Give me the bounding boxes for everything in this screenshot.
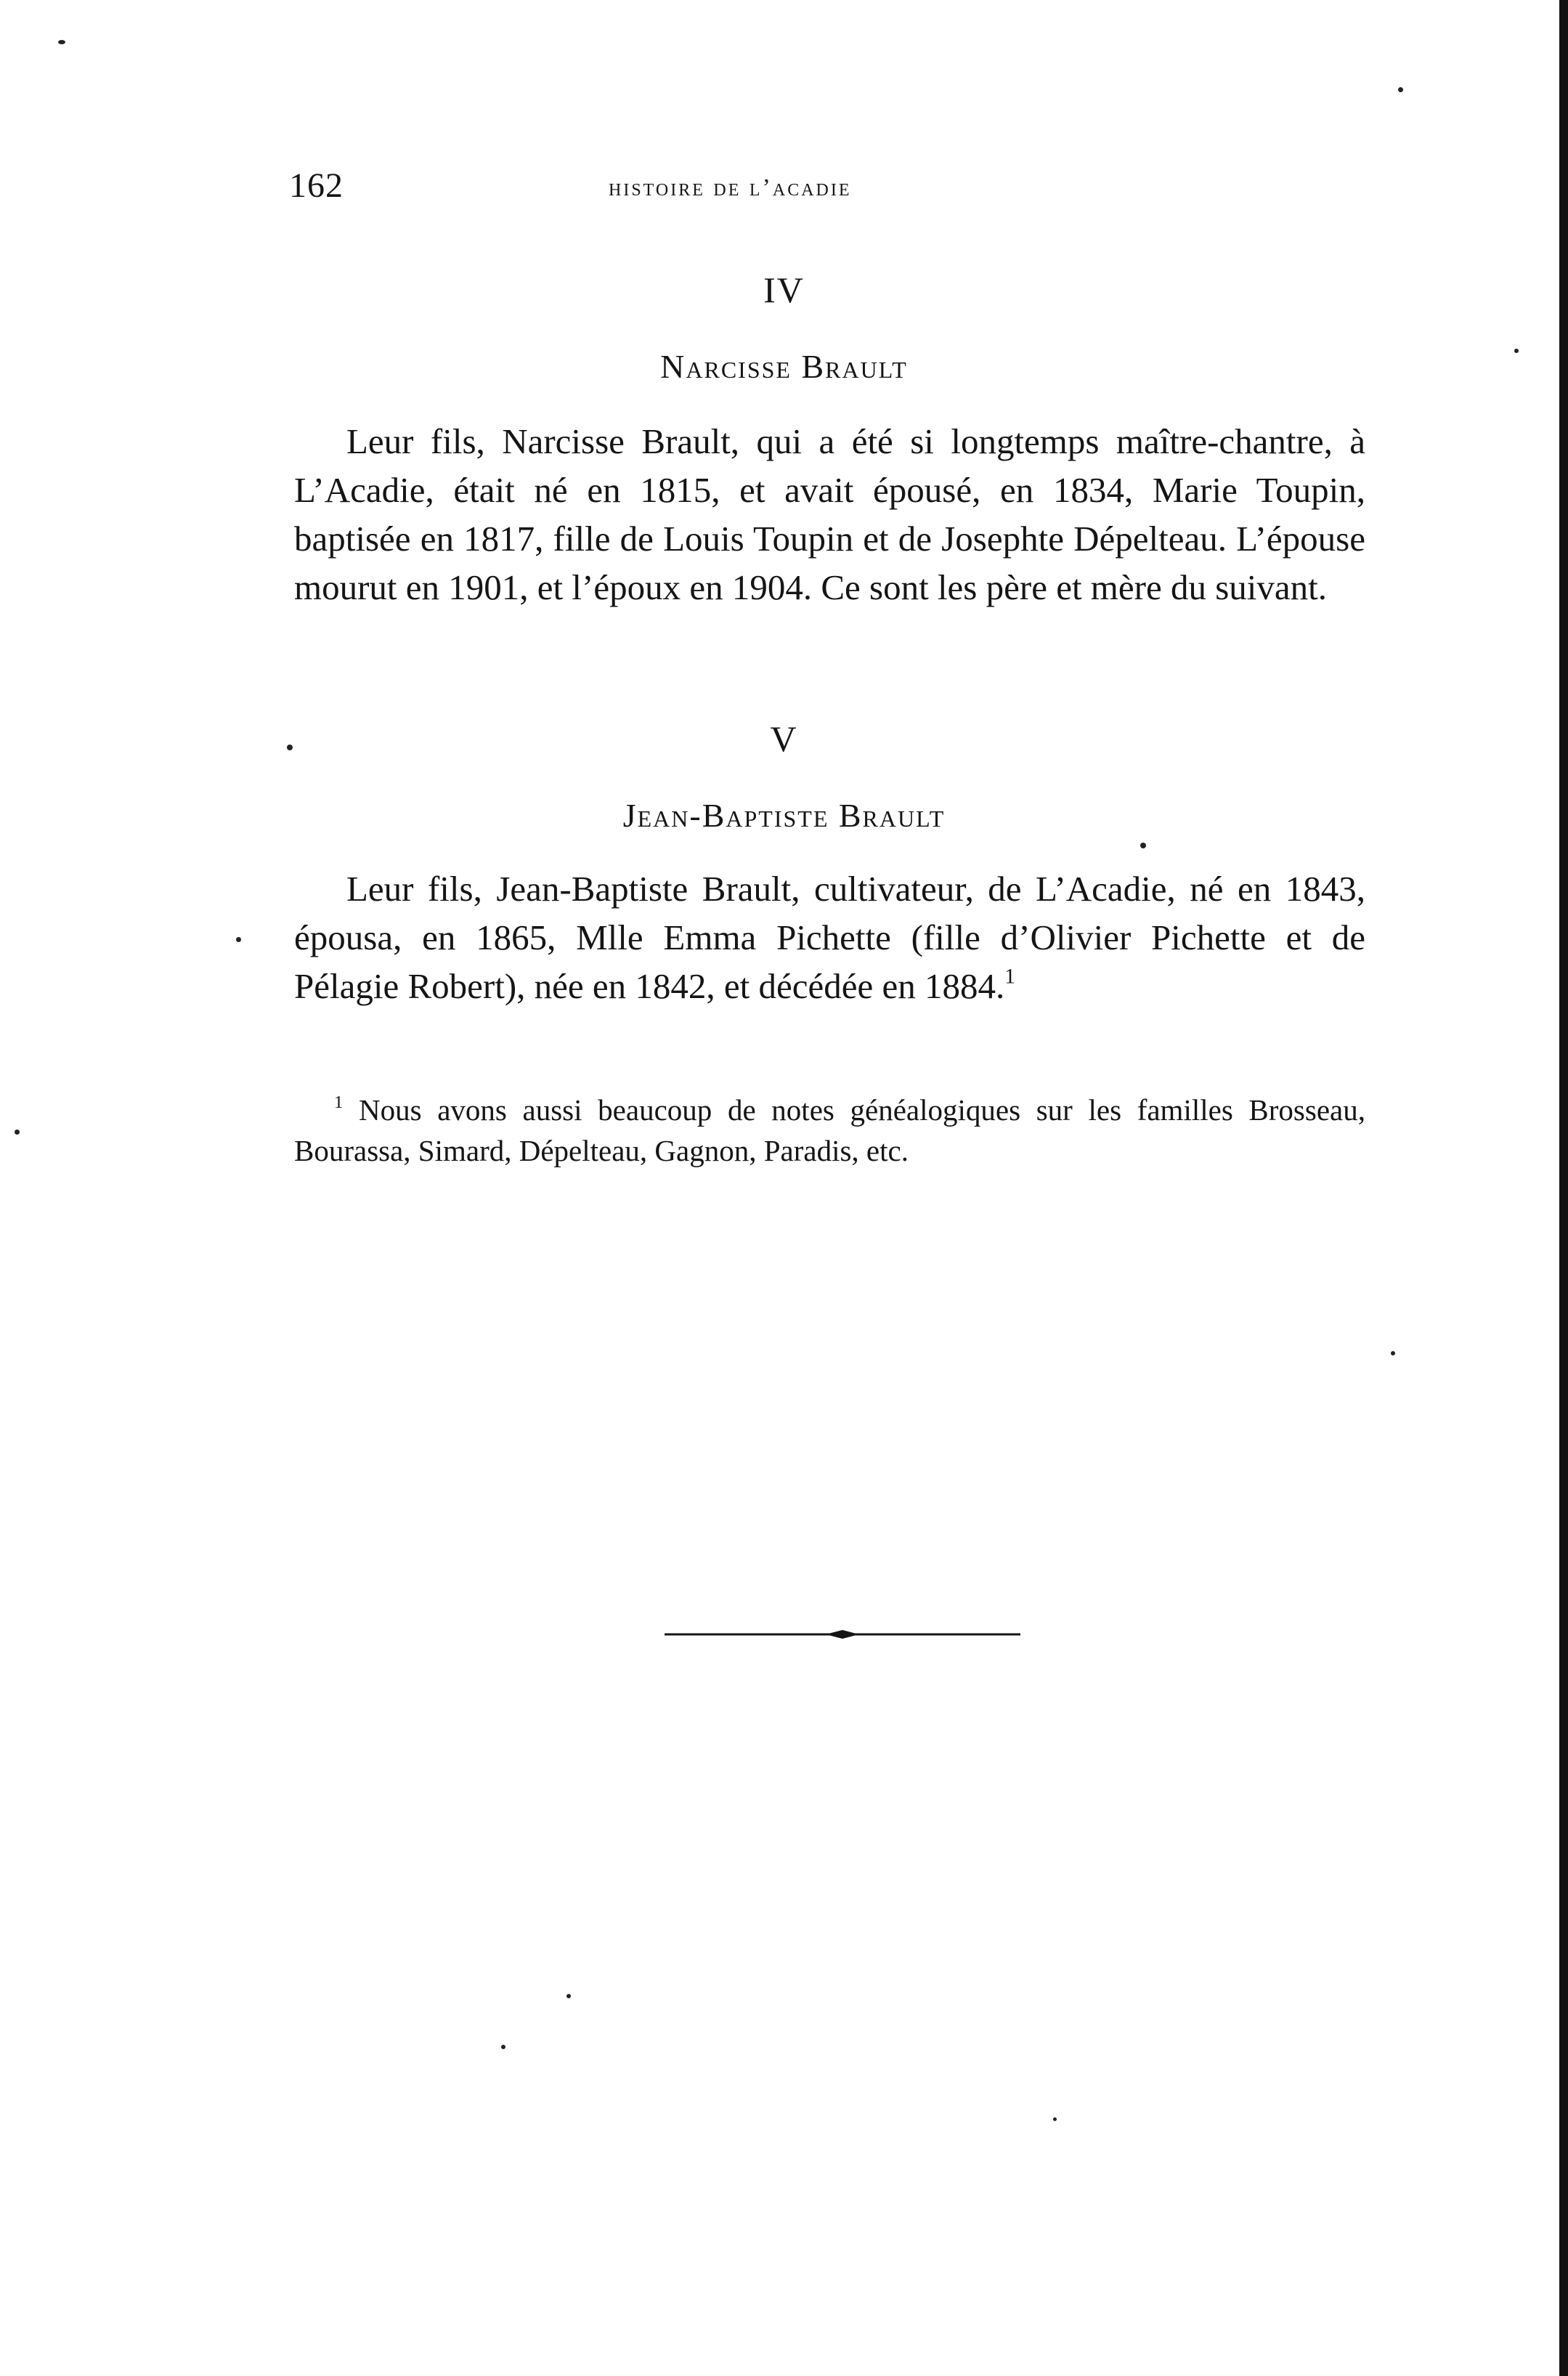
- scan-speck: [287, 745, 293, 750]
- scan-speck: [236, 937, 241, 942]
- footnote-text: Nous avons aussi beaucoup de notes généalogiques sur les familles Brosseau, Bourassa, Simard, Dépelteau, Gagnon, Paradis, etc.: [294, 1093, 1365, 1167]
- scan-speck: [1514, 349, 1519, 353]
- diamond-rule-icon: [665, 1627, 1020, 1642]
- running-head: histoire de l’acadie: [609, 174, 852, 201]
- scan-speck: [501, 2045, 505, 2049]
- footnote-marker: 1: [334, 1092, 344, 1112]
- paragraph-jean-baptiste-brault: [294, 864, 1365, 1010]
- page-number: 162: [289, 166, 344, 205]
- scan-speck: [1140, 843, 1146, 848]
- scan-speck: [1053, 2117, 1057, 2121]
- scan-speck: [1391, 1351, 1395, 1355]
- scan-speck: [566, 1994, 571, 1998]
- scan-speck: [15, 1130, 20, 1135]
- scan-speck: [1398, 87, 1403, 92]
- scan-edge: [1546, 0, 1568, 2376]
- section-title-narcisse-brault: Narcisse Brault: [660, 348, 908, 385]
- paragraph-text: Leur fils, Jean-Baptiste Brault, cultivateur, de L’Acadie, né en 1843, épousa, en 1865, Mlle Emma Pichette (fille d’Olivier Pichette et de Pélagie Robert), née en 1842, et décédée en 1884.: [294, 869, 1365, 1006]
- scan-edge-gap: [1551, 0, 1555, 508]
- footnote: [294, 1090, 1365, 1171]
- scan-speck: [58, 40, 65, 44]
- page-header: [289, 166, 1023, 216]
- section-number-v: V: [770, 718, 798, 759]
- paragraph-narcisse-brault: Leur fils, Narcisse Brault, qui a été si longtemps maître-chantre, à L’Acadie, était né en 1815, et avait épousé, en 1834, Marie Toupin, baptisée en 1817, fille de Louis Toupin et de Josephte Dépelteau. L’épouse mourut en 1901, et l’époux en 1904. Ce sont les père et mère du suivant.: [294, 421, 1365, 607]
- footnote-reference: 1: [1004, 965, 1015, 989]
- section-number-iv: IV: [763, 269, 805, 310]
- section-title-jean-baptiste-brault: Jean-Baptiste Brault: [622, 797, 946, 834]
